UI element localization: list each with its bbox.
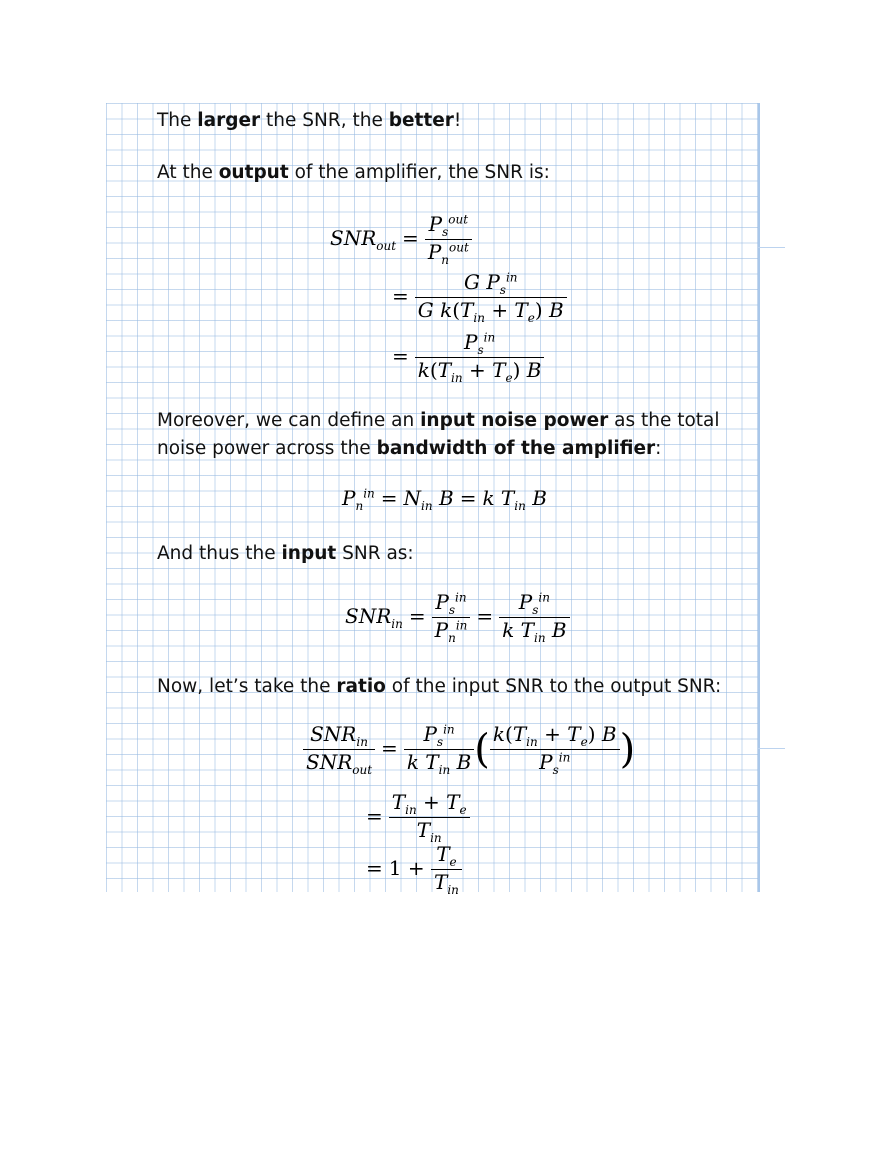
paragraph-larger-snr: The larger the SNR, the better! <box>157 110 462 131</box>
equation-snr-ratio-line2: = $\frac{T_{in} + T_e}{T_{in}}$ <box>366 790 470 845</box>
equation-snr-out-line1: $SNR_{out}$ = $\frac{P_s^{out}}{P_n^{out}}$ <box>330 212 472 267</box>
grid-extension-line <box>758 748 785 749</box>
margin-line <box>758 103 760 892</box>
equation-snr-out-line3: = $\frac{P_s^{in}}{k(T_{in} + T_e) B}$ <box>392 330 544 385</box>
equation-snr-ratio-line3: = 1 + $\frac{T_e}{T_{in}}$ <box>366 842 462 897</box>
paragraph-snr-ratio: Now, let’s take the ratio of the input SNR to the output SNR: <box>157 676 722 697</box>
paragraph-output-snr: At the output of the amplifier, the SNR is: <box>157 162 550 183</box>
equation-snr-in: $SNR_{in}$ = $\frac{P_s^{in}}{P_n^{in}}$ = $\frac{P_s^{in}}{k T_{in} B}$ <box>345 590 570 645</box>
paragraph-input-snr: And thus the input SNR as: <box>157 543 414 564</box>
equation-snr-out-line2: = $\frac{G P_s^{in}}{G k(T_{in} + T_e) B}$ <box>392 270 567 325</box>
equation-input-noise-power: $P_n^{in} = N_{in}$ B = k $T_{in}$ B <box>342 486 547 513</box>
equation-snr-ratio-line1: $\frac{SNR_{in}}{SNR_{out}}$ = $\frac{P_s^{in}}{k T_{in} B}$ ( $\frac{k(T_{in} + T_e) B}{P_s^{in}}$ ) <box>303 722 635 777</box>
paragraph-input-noise-power-line1: Moreover, we can define an input noise power as the total <box>157 410 720 431</box>
paragraph-input-noise-power-line2: noise power across the bandwidth of the amplifier: <box>157 438 662 459</box>
grid-extension-line <box>758 247 785 248</box>
